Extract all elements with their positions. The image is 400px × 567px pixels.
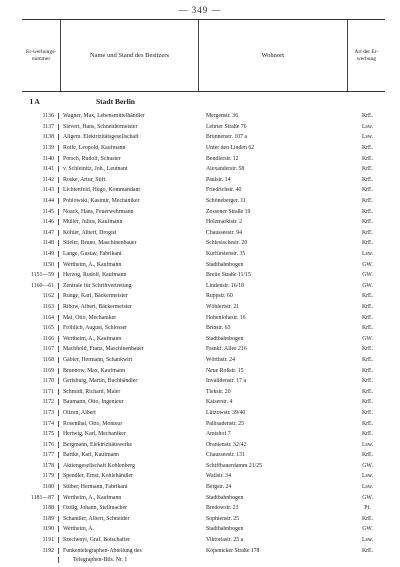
owner-name: Hertwig, Karl, Mechaniker	[58, 431, 198, 437]
owner-name: Brunnow, Max, Kaufmann	[58, 368, 198, 374]
owner-name: Funkentelegraphen-Abteilung des	[58, 548, 198, 554]
residence: Kurfürstenstr. 35	[206, 251, 246, 258]
owner-name: Oltzen, Albert	[58, 410, 198, 416]
residence: Schiffbauerdamm 21/25	[206, 462, 263, 469]
owner-name: Allgem. Elektrizitätsgesellschaft	[58, 134, 198, 140]
residence: Pallisadenstr. 25	[206, 420, 244, 427]
acquisition-type: KrE.	[361, 346, 374, 353]
table-row	[22, 122, 385, 133]
residence: Stadtbahnbogen	[206, 494, 244, 501]
entry-number: 1175	[42, 431, 54, 438]
entry-number: 1167	[42, 346, 54, 353]
residence: Oranienstr. 32/42	[206, 441, 247, 448]
acquisition-type: Lsw.	[361, 251, 374, 258]
residence: Unter den Linden 62	[206, 145, 255, 152]
residence: Hohenlohestr. 16	[206, 314, 246, 321]
acquisition-type: Lsw.	[361, 123, 374, 130]
residence: Invalidenstr. 17 a	[206, 378, 247, 385]
entry-number: 1160—61	[31, 282, 54, 289]
table-row	[22, 132, 385, 143]
table-row	[22, 535, 385, 546]
acquisition-type: KrE.	[361, 187, 374, 194]
table-row	[22, 249, 385, 260]
acquisition-type: KrE.	[361, 113, 374, 120]
owner-name: Fröhlich, August, Schlosser	[58, 325, 198, 331]
entry-number: 1138	[42, 134, 54, 141]
residence: Viktoriastr. 25 a	[206, 537, 244, 544]
acquisition-type: GW.	[362, 282, 373, 289]
owner-name: Müller, Julius, Kaufmann	[58, 219, 198, 225]
residence: Breite Straße 11/15	[206, 272, 251, 279]
entry-number: 1151—59	[31, 272, 54, 279]
acquisition-type: KrE.	[361, 219, 374, 226]
section-title: Stadt Berlin	[96, 97, 135, 106]
acquisition-type: GW.	[362, 335, 373, 342]
table-row	[22, 217, 385, 228]
owner-name: Runge, Karl, Bäckermeister	[58, 293, 198, 299]
residence: Brunnenstr. 107 a	[206, 134, 248, 141]
entry-number: 1191	[42, 537, 54, 544]
owner-name: Wertheim, A., Kaufmann	[58, 495, 198, 501]
table-row	[22, 228, 385, 239]
table-row	[22, 164, 385, 175]
entry-number: 1189	[42, 515, 54, 522]
owner-name: Pohlowski, Kasimir, Mechaniker	[58, 198, 198, 204]
residence: Mergenstr. 36	[206, 113, 239, 120]
table-row	[22, 545, 385, 556]
acquisition-type: KrE.	[361, 547, 374, 554]
residence: Neue Roßstr. 15	[206, 367, 244, 374]
table-row	[22, 185, 385, 196]
entry-number: 1143	[42, 187, 54, 194]
residence: Ruppstr. 60	[206, 293, 233, 300]
owner-name: Spendler, Ernst, Kohlehändler	[58, 473, 198, 479]
acquisition-type: KrE.	[361, 367, 374, 374]
table-row	[22, 503, 385, 514]
table-row	[22, 439, 385, 450]
owner-name: v. Schleinitz, Joh., Leutnant	[58, 166, 198, 172]
entry-number: 1169	[42, 367, 54, 374]
owner-name: Szechenyi, Graf, Botschafter	[58, 537, 198, 543]
entry-number: 1164	[42, 314, 54, 321]
owner-name-continuation: Telegraphen-Btls. Nr. 1	[58, 557, 198, 563]
acquisition-type: KrE.	[361, 303, 374, 310]
table-row	[22, 238, 385, 249]
header-number: Er-werbungs-nummer	[22, 20, 61, 91]
entry-number: 1174	[42, 420, 54, 427]
owner-name: Rolfe, Leopold, Kaufmann	[58, 145, 198, 151]
acquisition-type: KrE.	[361, 229, 374, 236]
residence: Stadtbahnbogen	[206, 335, 244, 342]
entry-number: 1172	[42, 399, 54, 406]
table-row	[22, 143, 385, 154]
owner-name: Rosenthal, Otto, Monteur	[58, 421, 198, 427]
owner-name: Schmidt, Richard, Maler	[58, 389, 198, 395]
header-address: Wohnort	[199, 20, 348, 91]
acquisition-type: Pf.	[364, 505, 371, 512]
entry-number: 1173	[42, 409, 54, 416]
residence: Wörthstr. 24	[206, 356, 235, 363]
table-row	[22, 206, 385, 217]
residence: Holzmarktstr. 2	[206, 219, 243, 226]
table-row	[22, 450, 385, 461]
entry-number: 1178	[42, 462, 54, 469]
owner-name: Köhler, Albert, Drogist	[58, 230, 198, 236]
table-row	[22, 333, 385, 344]
table-row	[22, 429, 385, 440]
owner-name: Baumann, Otto, Ingenieur	[58, 399, 198, 405]
entry-number: 1146	[42, 219, 54, 226]
residence: Lindenstr. 16/18	[206, 282, 244, 289]
residence: Bergstr. 24	[206, 484, 232, 491]
acquisition-type: KrE.	[361, 166, 374, 173]
residence: Frankf. Allee 216	[206, 346, 247, 353]
section-code: I A	[30, 97, 40, 106]
owner-name: Gäbler, Hermann, Schankwirt	[58, 357, 198, 363]
acquisition-type: KrE.	[361, 145, 374, 152]
table-row	[22, 281, 385, 292]
entry-number: 1137	[42, 123, 54, 130]
owner-name: Stieler, Bruno, Maschinenbauer	[58, 240, 198, 246]
entry-number: 1148	[42, 240, 54, 247]
owner-name: Roske, Artur, Stift	[58, 177, 198, 183]
table-row	[22, 259, 385, 270]
entry-number: 1177	[42, 452, 54, 459]
table-row	[22, 302, 385, 313]
entry-number: 1147	[42, 229, 54, 236]
owner-name: Lichtenfeld, Hugo, Kommandant	[58, 187, 198, 193]
owner-name: Schandler, Albert, Schneider	[58, 516, 198, 522]
table-row-continuation	[22, 556, 385, 565]
acquisition-type: KrE.	[361, 325, 374, 332]
acquisition-type: KrE.	[361, 293, 374, 300]
owner-name: Zentrale für Schriftvertretung	[58, 283, 198, 289]
table-row	[22, 270, 385, 281]
table-body	[22, 111, 385, 565]
entry-number: 1166	[42, 335, 54, 342]
owner-name: Sievert, Hans, Schneidermeister	[58, 124, 198, 130]
acquisition-type: KrE.	[361, 356, 374, 363]
residence: Lützowstr. 39/40	[206, 409, 246, 416]
table-row	[22, 376, 385, 387]
entry-number: 1136	[42, 113, 54, 120]
residence: Tiekstr. 20	[206, 388, 231, 395]
acquisition-type: GW.	[362, 526, 373, 533]
table-row	[22, 323, 385, 334]
table-row	[22, 365, 385, 376]
residence: Schöneberger. 11	[206, 198, 246, 205]
residence: Wöhlertstr. 21	[206, 303, 240, 310]
entry-number: 1139	[42, 145, 54, 152]
entry-number: 1145	[42, 208, 54, 215]
header-name: Name und Stand des Besitzers	[61, 20, 199, 91]
owner-name: Lange, Gustav, Fabrikant	[58, 251, 198, 257]
entry-number: 1176	[42, 441, 54, 448]
acquisition-type: KrE.	[361, 399, 374, 406]
residence: Amtshof 7	[206, 431, 231, 438]
owner-name: Gertsburg, Martin, Buchhändler	[58, 378, 198, 384]
page-number: — 349 —	[178, 5, 222, 15]
table-row	[22, 344, 385, 355]
acquisition-type: Lsw.	[361, 473, 374, 480]
entry-number: 1181—87	[31, 494, 54, 501]
table-row	[22, 492, 385, 503]
table-header	[22, 19, 385, 92]
acquisition-type: KrE.	[361, 208, 374, 215]
entry-number: 1142	[42, 176, 54, 183]
header-origin: Art der Er-werbung	[354, 48, 379, 62]
residence: Paulstr. 14	[206, 176, 231, 183]
table-row	[22, 386, 385, 397]
entry-number: 1170	[42, 378, 54, 385]
residence: Stadtbahnbogen	[206, 526, 244, 533]
acquisition-type: Lsw.	[361, 484, 374, 491]
entry-number: 1168	[42, 356, 54, 363]
residence: Köpenicker Straße 178	[206, 547, 260, 554]
acquisition-type: KrE.	[361, 388, 374, 395]
entry-number: 1141	[42, 166, 54, 173]
residence: Stadtbahnbogen	[206, 261, 244, 268]
residence: Bredowstr. 23	[206, 505, 239, 512]
residence: Brinstr. 63	[206, 325, 231, 332]
entry-number: 1165	[42, 325, 54, 332]
entry-number: 1192	[42, 547, 54, 554]
acquisition-type: GW.	[362, 462, 373, 469]
table-row	[22, 524, 385, 535]
table-row	[22, 408, 385, 419]
owner-name: Aktiengesellschaft Kohlenberg	[58, 463, 198, 469]
owner-name: Mai, Otto, Mechaniker	[58, 315, 198, 321]
table-row	[22, 355, 385, 366]
residence: Bendlerstr. 12	[206, 155, 239, 162]
table-row	[22, 153, 385, 164]
owner-name: Porsch, Rudolf, Schuster	[58, 156, 198, 162]
owner-name: Wertheim, A., Kaufmann	[58, 262, 198, 268]
residence: Lehrter Straße 76	[206, 123, 247, 130]
owner-name: Stüber, Hermann, Fabrikant	[58, 484, 198, 490]
owner-name: Herzog, Rudolf, Kaufmann	[58, 272, 198, 278]
table-row	[22, 461, 385, 472]
owner-name: Bartke, Karl, Kaufmann	[58, 452, 198, 458]
entry-number: 1163	[42, 303, 54, 310]
acquisition-type: KrE.	[361, 155, 374, 162]
owner-name: Noack, Hans, Feuerwehrmann	[58, 209, 198, 215]
entry-number: 1149	[42, 251, 54, 258]
owner-name: Ribow, Albert, Bäckermeister	[58, 304, 198, 310]
acquisition-type: GW.	[362, 494, 373, 501]
table-row	[22, 312, 385, 323]
entry-number: 1179	[42, 473, 54, 480]
acquisition-type: Lsw.	[361, 537, 374, 544]
acquisition-type: KrE.	[361, 198, 374, 205]
table-row	[22, 514, 385, 525]
residence: Schlesischestr. 20	[206, 240, 248, 247]
entry-number: 1171	[42, 388, 54, 395]
residence: Alexanderstr. 58	[206, 166, 245, 173]
acquisition-type: GW.	[362, 261, 373, 268]
section-heading	[22, 92, 385, 111]
entry-number: 1150	[42, 261, 54, 268]
acquisition-type: KrE.	[361, 378, 374, 385]
owner-name: Bergmann, Elektrizitätswerke	[58, 442, 198, 448]
owner-name: Ozdig, Johann, Stellmacher	[58, 505, 198, 511]
entry-number: 1144	[42, 198, 54, 205]
owner-name: Wagner, Max, Lebensmittelhändler	[58, 113, 198, 119]
acquisition-type: Lsw.	[361, 441, 374, 448]
entry-number: 1180	[42, 484, 54, 491]
entry-number: 1190	[42, 526, 54, 533]
acquisition-type: KrE.	[361, 409, 374, 416]
table-row	[22, 175, 385, 186]
table-row	[22, 471, 385, 482]
table-row	[22, 196, 385, 207]
acquisition-type: KrE.	[361, 515, 374, 522]
entry-number: 1162	[42, 293, 54, 300]
table-row	[22, 291, 385, 302]
residence: Friedrichstr. 40	[206, 187, 242, 194]
acquisition-type: KrE.	[361, 314, 374, 321]
residence: Kaiserstr. 4	[206, 399, 233, 406]
acquisition-type: KrE.	[361, 420, 374, 427]
residence: Zossener Straße 19	[206, 208, 251, 215]
entry-number: 1188	[42, 505, 54, 512]
table-row	[22, 482, 385, 493]
owner-name: Wertheim, A.	[58, 526, 198, 532]
owner-name: Machhold, Franz, Maschinenbauer	[58, 346, 198, 352]
acquisition-type: KrE.	[361, 431, 374, 438]
residence: Chausseestr. 94	[206, 229, 243, 236]
acquisition-type: GW.	[362, 272, 373, 279]
acquisition-type: Lsw.	[361, 134, 374, 141]
acquisition-type: KrE.	[361, 176, 374, 183]
residence: Wallstr. 34	[206, 473, 231, 480]
entry-number: 1140	[42, 155, 54, 162]
table-row	[22, 111, 385, 122]
ledger-table	[22, 19, 385, 565]
owner-name: Wertheim, A., Kaufmann	[58, 336, 198, 342]
residence: Chausseestr. 131	[206, 452, 245, 459]
table-row	[22, 397, 385, 408]
residence: Sophienstr. 25	[206, 515, 240, 522]
acquisition-type: KrE.	[361, 240, 374, 247]
acquisition-type: KrE.	[361, 452, 374, 459]
table-row	[22, 418, 385, 429]
